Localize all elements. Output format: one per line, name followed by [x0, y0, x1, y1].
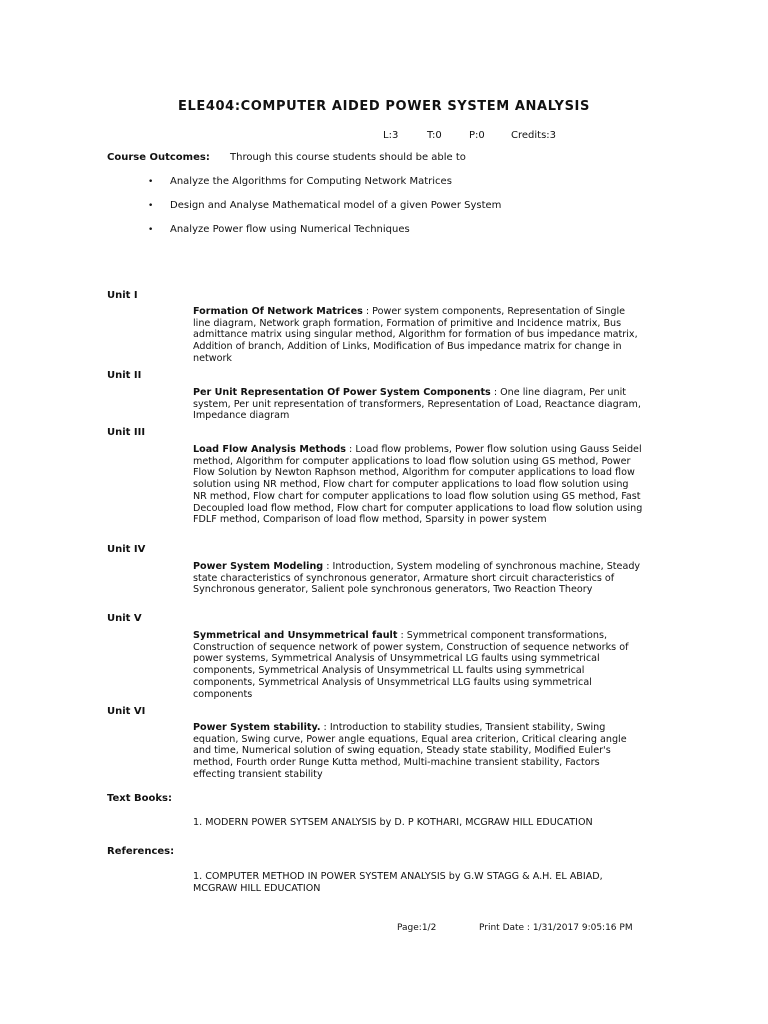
- practical-hours: P:0: [469, 130, 485, 141]
- unit-heading: Formation Of Network Matrices: [193, 306, 363, 317]
- unit-separator: :: [397, 630, 407, 641]
- bullet-icon: •: [148, 177, 154, 187]
- unit-heading: Load Flow Analysis Methods: [193, 444, 346, 455]
- bullet-icon: •: [148, 201, 154, 211]
- unit-separator: :: [345, 444, 356, 455]
- outcome-item: Design and Analyse Mathematical model of a given Power System: [170, 200, 502, 211]
- unit-heading: Symmetrical and Unsymmetrical fault: [193, 630, 398, 641]
- unit-heading: Power System Modeling: [193, 561, 324, 572]
- unit-heading: Per Unit Representation Of Power System Components: [193, 387, 491, 398]
- reference-item: 1. COMPUTER METHOD IN POWER SYSTEM ANALYSIS by G.W STAGG & A.H. EL ABIAD, MCGRAW HILL EDUCATION: [193, 871, 603, 894]
- references-label: References:: [107, 846, 175, 857]
- unit-separator: :: [362, 306, 373, 317]
- bullet-icon: •: [148, 225, 154, 235]
- course-outcomes-label: Course Outcomes:: [107, 152, 210, 163]
- unit-label: Unit IV: [107, 544, 146, 555]
- unit-label: Unit VI: [107, 706, 146, 717]
- unit-body: One line diagram, Per unit system, Per unit representation of transformers, Representation of Load, Reactance diagram, Impedance diagram: [193, 387, 641, 422]
- unit-body: Load flow problems, Power flow solution using Gauss Seidel method, Algorithm for computer applications to load flow solution using GS method, Power Flow Solution by Newton Raphson method, Algorithm for computer applications to load flow solution using NR method, Flow chart for computer applications to load flow solution using NR method, Flow chart for computer applications to load flow solution using GS method, Fast Decoupled load flow method, Flow chart for computer applications to load flow solution using FDLF method, Comparison of load flow method, Sparsity in power system: [193, 444, 643, 526]
- unit-content: [193, 722, 643, 781]
- page-title: ELE404:COMPUTER AIDED POWER SYSTEM ANALYSIS: [178, 99, 590, 114]
- unit-content: [193, 444, 643, 526]
- unit-content: [193, 306, 643, 365]
- unit-label: Unit I: [107, 290, 138, 301]
- credit-count: Credits:3: [511, 130, 557, 141]
- tutorial-hours: T:0: [427, 130, 442, 141]
- outcome-item: Analyze the Algorithms for Computing Network Matrices: [170, 176, 452, 187]
- page-number: Page:1/2: [397, 923, 437, 933]
- text-books-label: Text Books:: [107, 793, 172, 804]
- unit-separator: :: [323, 561, 333, 572]
- unit-body: Introduction to stability studies, Transient stability, Swing equation, Swing curve, Power angle equations, Equal area criterion, Critical clearing angle and time, Numerical solution of swing equation, Steady state stability, Modified Euler's method, Fourth order Runge Kutta method, Multi-machine transient stability, Factors effecting transient stability: [193, 722, 627, 780]
- text-book-item: 1. MODERN POWER SYTSEM ANALYSIS by D. P KOTHARI, MCGRAW HILL EDUCATION: [193, 817, 593, 828]
- unit-label: Unit II: [107, 370, 142, 381]
- unit-content: [193, 561, 643, 596]
- unit-separator: :: [320, 722, 330, 733]
- unit-label: Unit III: [107, 427, 146, 438]
- course-outcomes-intro: Through this course students should be able to: [230, 152, 466, 163]
- unit-separator: :: [490, 387, 501, 398]
- unit-content: [193, 630, 643, 700]
- outcome-item: Analyze Power flow using Numerical Techniques: [170, 224, 410, 235]
- unit-content: [193, 387, 643, 422]
- unit-label: Unit V: [107, 613, 142, 624]
- lecture-hours: L:3: [383, 130, 399, 141]
- unit-heading: Power System stability.: [193, 722, 321, 733]
- unit-body: Introduction, System modeling of synchronous machine, Steady state characteristics of synchronous generator, Armature short circuit characteristics of Synchronous generator, Salient pole synchronous generators, Two Reaction Theory: [193, 561, 641, 596]
- unit-body: Symmetrical component transformations, Construction of sequence network of power system, Construction of sequence networks of power systems, Symmetrical Analysis of Unsymmetrical LG faults using symmetrical components, Symmetrical Analysis of Unsymmetrical LL faults using symmetrical components, Symmetrical Analysis of Unsymmetrical LLG faults using symmetrical components: [193, 630, 629, 700]
- unit-body: Power system components, Representation of Single line diagram, Network graph formation, Formation of primitive and Incidence matrix, Bus admittance matrix using singular method, Algorithm for formation of bus impedance matrix, Addition of branch, Addition of Links, Modification of Bus impedance matrix for change in network: [193, 306, 638, 364]
- print-date: Print Date : 1/31/2017 9:05:16 PM: [479, 923, 633, 933]
